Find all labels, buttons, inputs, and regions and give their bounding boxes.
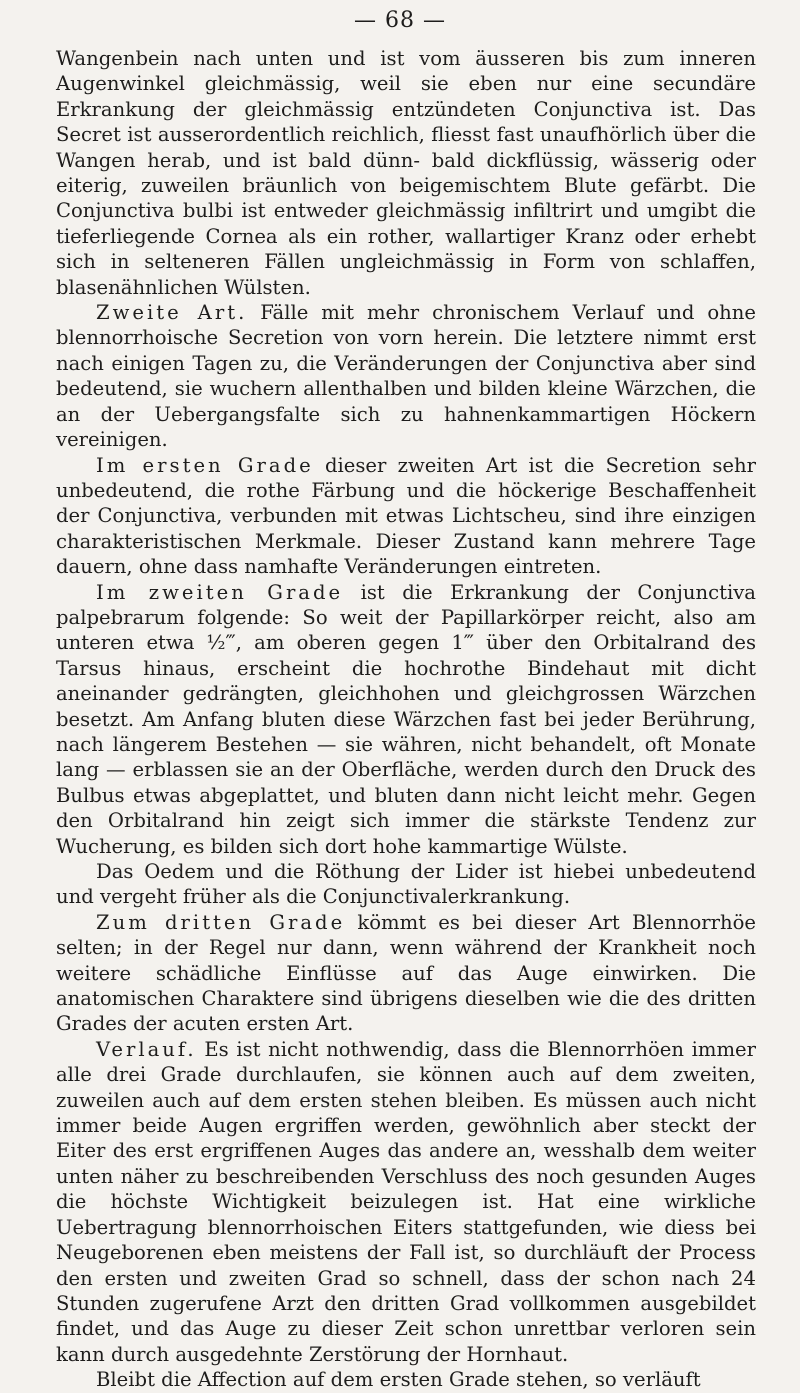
paragraph-text: Bleibt die Affection auf dem ersten Grade stehen, so verläuft [96, 1368, 701, 1392]
paragraph-3 [56, 453, 756, 580]
paragraph-8 [56, 1367, 756, 1392]
page-number: — 68 — [354, 8, 446, 33]
paragraph-lead: Im ersten Grade [96, 453, 314, 477]
paragraph-text: ist die Erkrankung der Conjunctiva palpebrarum folgende: So weit der Papillarkörper reicht, also am unteren etwa ½‴, am oberen gegen 1‴ über den Orbitalrand des Tarsus hinaus, erscheint die hochrothe Bindehaut mit dicht aneinander gedrängten, gleichhohen und gleichgrossen Wärzchen besetzt. Am Anfang bluten diese Wärzchen fast bei jeder Berührung, nach längerem Bestehen — sie währen, nicht behandelt, oft Monate lang — erblassen sie an der Oberfläche, werden durch den Druck des Bulbus etwas abgeplattet, und bluten dann nicht leicht mehr. Gegen den Orbitalrand hin zeigt sich immer die stärkste Tendenz zur Wucherung, es bilden sich dort hohe kammartige Wülste. [56, 580, 756, 858]
paragraph-4 [56, 580, 756, 859]
paragraph-lead: Zweite Art. [96, 301, 248, 325]
paragraph-2 [56, 300, 756, 452]
paragraph-text: Das Oedem und die Röthung der Lider ist hiebei unbedeutend und vergeht früher als die Conjunctivalerkrankung. [56, 860, 756, 909]
paragraph-text: Es ist nicht nothwendig, dass die Blennorrhöen immer alle drei Grade durchlaufen, sie können auch auf dem zweiten, zuweilen auch auf dem ersten stehen bleiben. Es müssen auch nicht immer beide Augen ergriffen werden, gewöhnlich aber steckt der Eiter des erst ergriffenen Auges das andere an, wesshalb dem weiter unten näher zu beschreibenden Verschluss des noch gesunden Auges die höchste Wichtigkeit beizulegen ist. Hat eine wirkliche Uebertragung blennorrhoischen Eiters stattgefunden, wie diess bei Neugeborenen eben meistens der Fall ist, so durchläuft der Process den ersten und zweiten Grad so schnell, dass der schon nach 24 Stunden zugerufene Arzt den dritten Grad vollkommen ausgebildet findet, und das Auge zu dieser Zeit schon unrettbar verloren sein kann durch ausgedehnte Zerstörung der Hornhaut. [56, 1037, 756, 1366]
paragraph-6 [56, 910, 756, 1037]
paragraph-lead: Im zweiten Grade [96, 580, 344, 604]
paragraph-text: kömmt es bei dieser Art Blennorrhöe selten; in der Regel nur dann, wenn während der Krankheit noch weitere schädliche Einflüsse auf das Auge einwirken. Die anatomischen Charaktere sind übrigens dieselben wie die des dritten Grades der acuten ersten Art. [56, 910, 756, 1036]
paragraph-lead: Verlauf. [96, 1037, 197, 1061]
paragraph-text: Fälle mit mehr chronischem Verlauf und ohne blennorrhoische Secretion von vorn herein. Die letztere nimmt erst nach einigen Tagen zu, die Veränderungen der Conjunctiva aber sind bedeutend, sie wuchern allenthalben und bilden kleine Wärzchen, die an der Uebergangsfalte sich zu hahnenkammartigen Höckern vereinigen. [56, 301, 756, 452]
paragraph-text: dieser zweiten Art ist die Secretion sehr unbedeutend, die rothe Färbung und die höckerige Beschaffenheit der Conjunctiva, verbunden mit etwas Lichtscheu, sind ihre einzigen charakteristischen Merkmale. Dieser Zustand kann mehrere Tage dauern, ohne dass namhafte Veränderungen eintreten. [56, 453, 756, 579]
body-text [56, 46, 756, 1393]
paragraph-7 [56, 1037, 756, 1367]
paragraph-text: Wangenbein nach unten und ist vom äusseren bis zum inneren Augenwinkel gleichmässig, weil sie eben nur eine secundäre Erkrankung der gleichmässig entzündeten Conjunctiva ist. Das Secret ist ausserordentlich reichlich, fliesst fast unaufhörlich über die Wangen herab, und ist bald dünn- bald dickflüssig, wässerig oder eiterig, zuweilen bräunlich von beigemischtem Blute gefärbt. Die Conjunctiva bulbi ist entweder gleichmässig infiltrirt und umgibt die tieferliegende Cornea als ein rother, wallartiger Kranz oder erhebt sich in selteneren Fällen ungleichmässig in Form von schlaffen, blasenähnlichen Wülsten. [56, 47, 756, 299]
paragraph-lead: Zum dritten Grade [96, 910, 346, 934]
paragraph-1 [56, 46, 756, 300]
paragraph-5 [56, 859, 756, 910]
